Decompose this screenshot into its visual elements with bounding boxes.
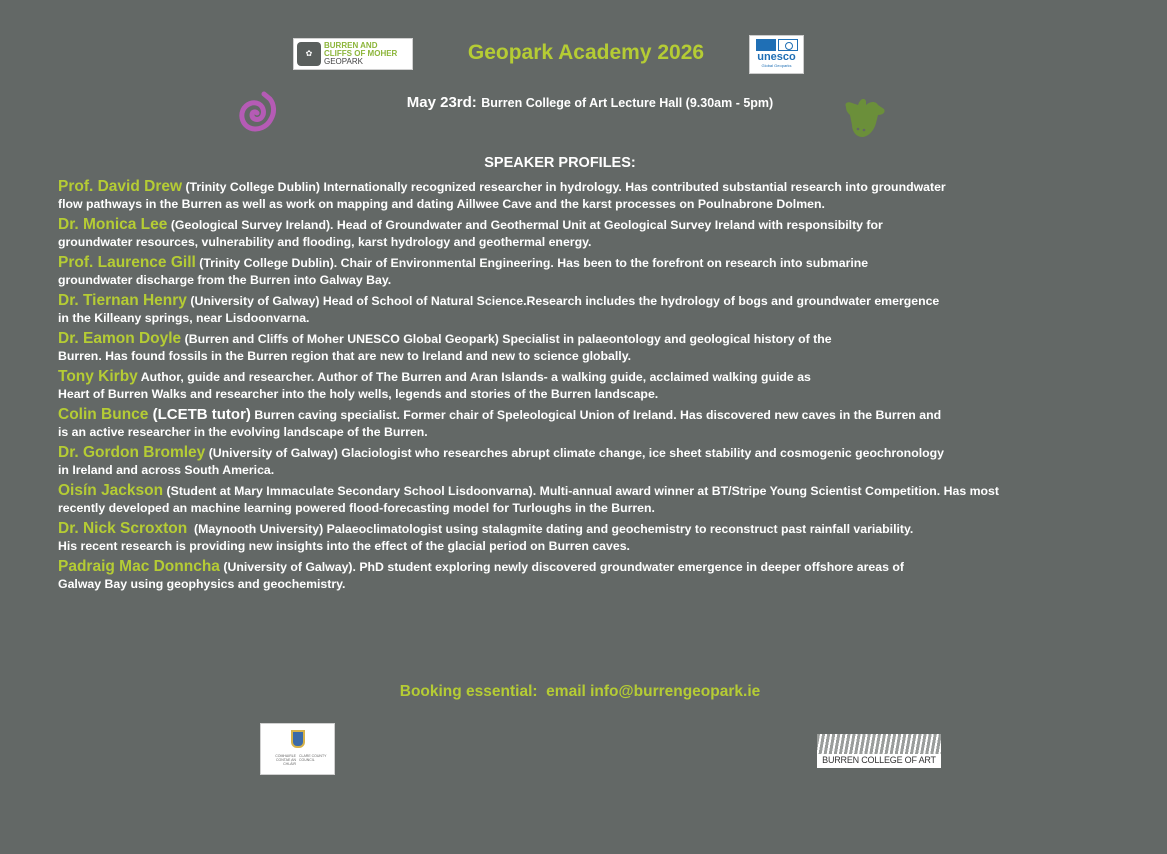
speaker-bio-cont: in the Killeany springs, near Lisdoonvarna. <box>58 311 310 325</box>
speaker-bio: (Maynooth University) Palaeoclimatologist using stalagmite dating and geochemistry to reconstruct past rainfall variability. <box>187 522 914 536</box>
event-venue: Burren College of Art Lecture Hall (9.30am - 5pm) <box>481 96 774 110</box>
geopark-logo <box>293 38 413 70</box>
speaker-bio-cont: is an active researcher in the evolving landscape of the Burren. <box>58 425 428 439</box>
speaker-bio: (Geological Survey Ireland). Head of Groundwater and Geothermal Unit at Geological Survey Ireland with responsibilty for <box>167 218 883 232</box>
speaker-profile <box>58 482 1148 516</box>
page-title: Geopark Academy 2026 <box>467 41 705 64</box>
speaker-bio: Author, guide and researcher. Author of The Burren and Aran Islands- a walking guide, acclaimed walking guide as <box>137 370 811 384</box>
speaker-name: Oisín Jackson <box>58 482 164 499</box>
speaker-bio-cont: His recent research is providing new insights into the effect of the glacial period on Burren caves. <box>58 539 630 553</box>
speaker-bio-cont: flow pathways in the Burren as well as work on mapping and dating Aillwee Cave and the karst processes on Poulnabrone Dolmen. <box>58 197 825 211</box>
speaker-bio: Burren caving specialist. Former chair of Speleological Union of Ireland. Has discovered new caves in the Burren and <box>250 408 942 422</box>
speaker-name: Dr. Eamon Doyle <box>58 330 182 347</box>
geopark-logo-line2: CLIFFS OF MOHER <box>324 49 398 58</box>
unesco-logo-sub: Global Geoparks <box>761 63 792 68</box>
speaker-profile <box>58 444 1148 478</box>
crest-icon <box>291 730 305 748</box>
speaker-profile <box>58 368 1148 402</box>
spiral-icon <box>236 90 278 135</box>
bca-logo-text: BURREN COLLEGE OF ART <box>822 755 936 765</box>
event-date: May 23rd: <box>406 94 477 111</box>
speaker-bio: (University of Galway) Glaciologist who researches abrupt climate change, ice sheet stability and cosmogenic geochronology <box>205 446 944 460</box>
speaker-name: Dr. Monica Lee <box>58 216 168 233</box>
speaker-bio: (Student at Mary Immaculate Secondary School Lisdoonvarna). Multi-annual award winner at BT/Stripe Young Scientist Competition. Has most <box>163 484 999 498</box>
unesco-logo <box>749 35 804 74</box>
speaker-profile <box>58 254 1148 288</box>
speaker-name: Prof. David Drew <box>58 178 183 195</box>
speaker-profile <box>58 520 1148 554</box>
booking-notice: Booking essential: email info@burrengeopark.ie <box>399 683 761 700</box>
speaker-name: Prof. Laurence Gill <box>58 254 196 271</box>
speaker-bio-cont: groundwater discharge from the Burren into Galway Bay. <box>58 273 392 287</box>
speaker-name: Padraig Mac Donncha <box>58 558 220 575</box>
speaker-bio-cont: recently developed an machine learning powered flood-forecasting model for Turloughs in the Burren. <box>58 501 655 515</box>
speaker-bio: (University of Galway) Head of School of Natural Science.Research includes the hydrology of bogs and groundwater emergence <box>186 294 940 308</box>
speaker-affiliation: (LCETB tutor) <box>148 406 251 423</box>
speaker-name: Colin Bunce <box>58 406 149 423</box>
cow-head-icon <box>840 93 890 141</box>
geopark-emblem-icon: ✿ <box>297 42 321 66</box>
speaker-profile <box>58 558 1148 592</box>
speaker-bio-cont: groundwater resources, vulnerability and flooding, karst hydrology and geothermal energy. <box>58 235 592 249</box>
speaker-bio-cont: Burren. Has found fossils in the Burren region that are new to Ireland and new to science globally. <box>58 349 632 363</box>
speaker-profile <box>58 330 1148 364</box>
speaker-name: Dr. Gordon Bromley <box>58 444 206 461</box>
geopark-logo-line1: BURREN AND <box>324 41 378 50</box>
burren-college-of-art-logo <box>817 734 941 768</box>
speaker-bio-cont: Heart of Burren Walks and researcher into the holy wells, legends and stories of the Burren landscape. <box>58 387 659 401</box>
unesco-logo-name: unesco <box>757 51 796 63</box>
speaker-profile <box>58 178 1148 212</box>
speaker-name: Dr. Tiernan Henry <box>58 292 187 309</box>
geopark-logo-line3: GEOPARK <box>324 57 363 66</box>
speaker-name: Tony Kirby <box>58 368 138 385</box>
clare-logo-irish: COMHAIRLE CONTAE AN CHLÁIR <box>275 754 296 766</box>
speaker-name: Dr. Nick Scroxton <box>58 520 188 537</box>
speaker-profile <box>58 292 1148 326</box>
speaker-profile <box>58 406 1148 440</box>
speaker-bio: (Burren and Cliffs of Moher UNESCO Global Geopark) Specialist in palaeontology and geological history of the <box>181 332 832 346</box>
speaker-bio: (University of Galway). PhD student exploring newly discovered groundwater emergence in deeper offshore areas of <box>219 560 904 574</box>
clare-county-council-logo <box>260 723 335 775</box>
speaker-bio: (Trinity College Dublin) Internationally recognized researcher in hydrology. Has contributed substantial research into groundwater <box>182 180 946 194</box>
speaker-profiles <box>58 178 1148 596</box>
section-heading: SPEAKER PROFILES: <box>484 155 636 171</box>
clare-logo-english: CLARE COUNTY COUNCIL <box>299 754 327 762</box>
speaker-bio-cont: Galway Bay using geophysics and geochemistry. <box>58 577 346 591</box>
speaker-bio-cont: in Ireland and across South America. <box>58 463 275 477</box>
speaker-bio: (Trinity College Dublin). Chair of Environmental Engineering. Has been to the forefront on research into submarine <box>195 256 869 270</box>
event-details <box>300 94 880 112</box>
landscape-art-icon <box>817 734 941 754</box>
speaker-profile <box>58 216 1148 250</box>
